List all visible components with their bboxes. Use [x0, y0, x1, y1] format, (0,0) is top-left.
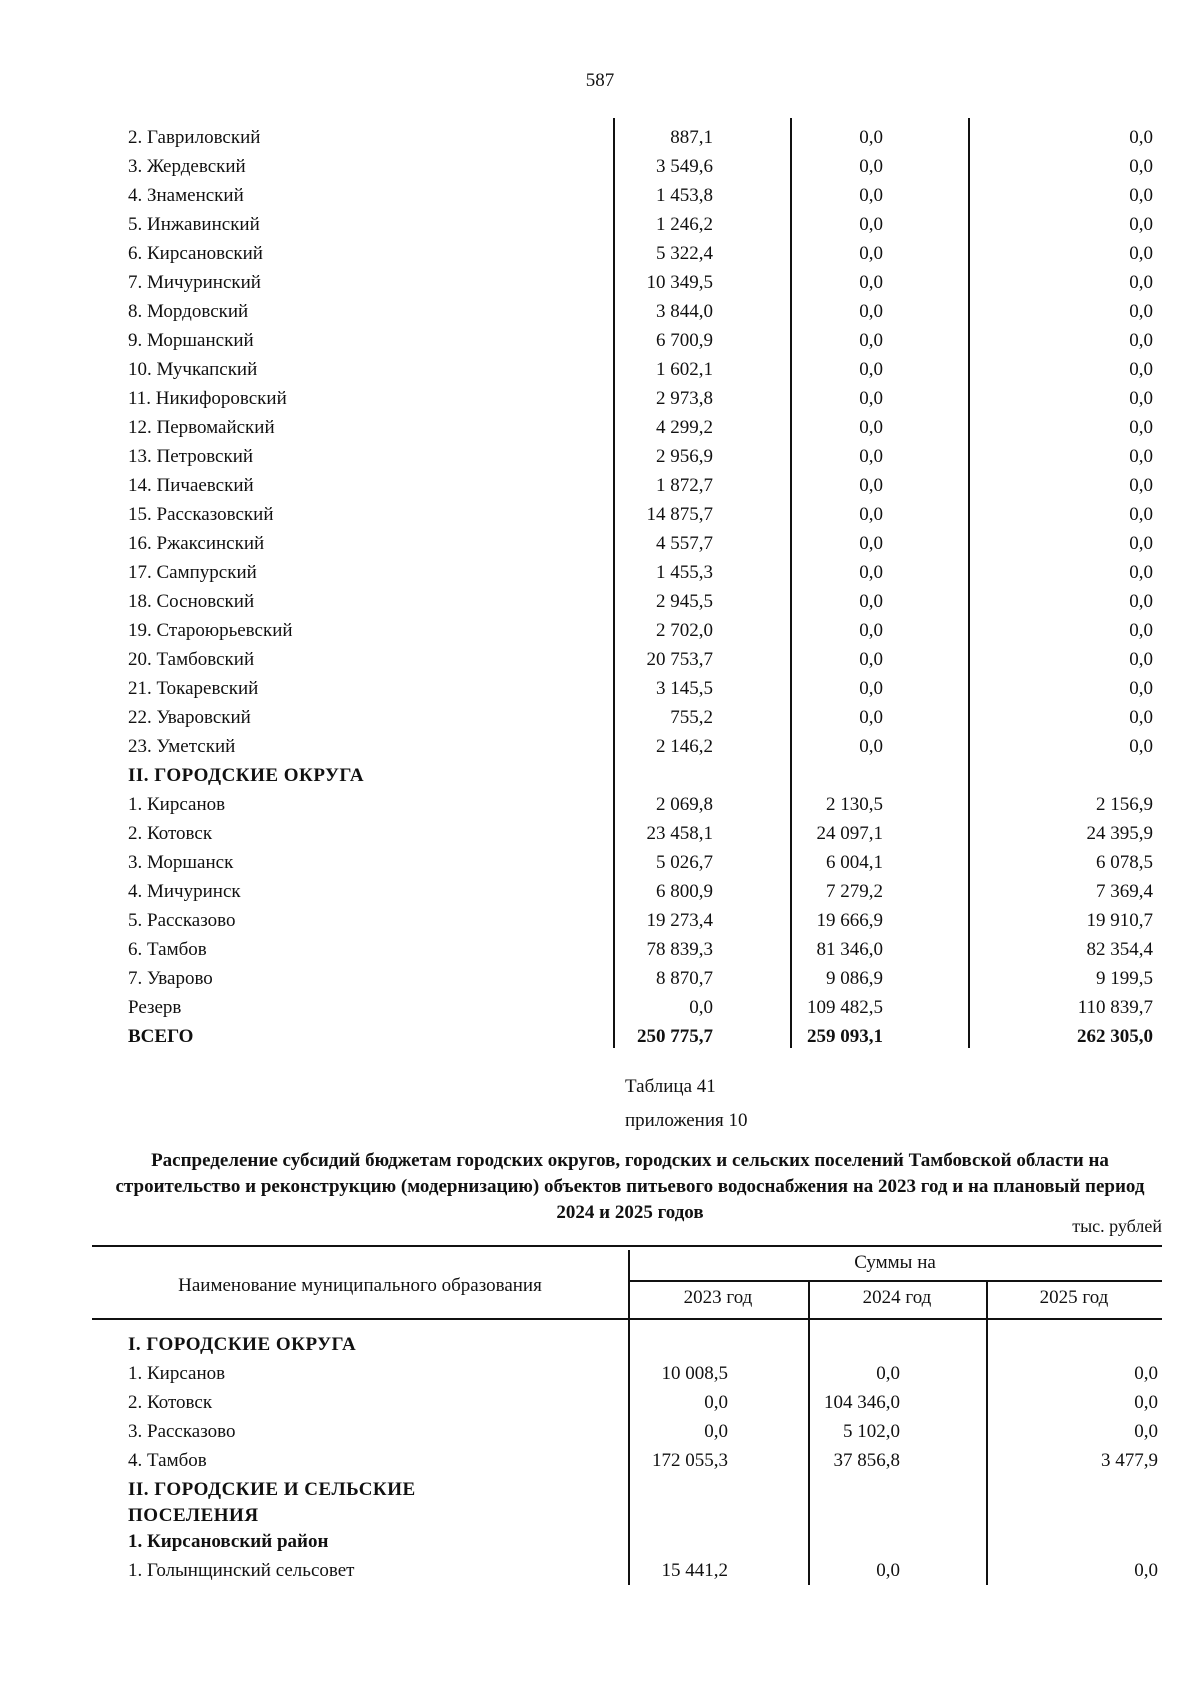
value-2025: 110 839,7: [1077, 997, 1153, 1018]
value-2025: 6 078,5: [1096, 852, 1153, 873]
header-2023: 2023 год: [683, 1287, 753, 1308]
table-row: [118, 819, 1153, 848]
table-row: [118, 239, 1153, 268]
value-2023: 0,0: [704, 1421, 728, 1442]
value-2024: 0,0: [859, 156, 883, 177]
value-2023: 14 875,7: [646, 504, 713, 525]
table-row: [118, 1417, 1158, 1446]
value-2025: 0,0: [1134, 1363, 1158, 1384]
table-row: [118, 500, 1153, 529]
value-2025: 0,0: [1129, 504, 1153, 525]
value-2023: 2 069,8: [656, 794, 713, 815]
value-2024: 9 086,9: [826, 968, 883, 989]
value-2023: 1 455,3: [656, 562, 713, 583]
row-name: II. ГОРОДСКИЕ И СЕЛЬСКИЕ: [128, 1479, 416, 1500]
row-name: Резерв: [128, 997, 182, 1018]
value-2024: 0,0: [859, 678, 883, 699]
value-2023: 5 322,4: [656, 243, 713, 264]
row-name: 3. Жердевский: [128, 156, 246, 177]
table-40-col-divider-1: [613, 118, 615, 1048]
value-2024: 0,0: [859, 591, 883, 612]
row-name: 1. Кирсанов: [128, 1363, 226, 1384]
value-2024: 0,0: [859, 214, 883, 235]
table-row: [118, 442, 1153, 471]
table-row: [118, 703, 1153, 732]
row-name: 4. Знаменский: [128, 185, 244, 206]
table-row: [118, 529, 1153, 558]
table-41-body: [118, 1330, 1158, 1585]
row-name: 2. Гавриловский: [128, 127, 261, 148]
row-name: 11. Никифоровский: [128, 388, 287, 409]
value-2023: 5 026,7: [656, 852, 713, 873]
value-2023: 6 800,9: [656, 881, 713, 902]
table-row: [118, 877, 1153, 906]
value-2025: 0,0: [1134, 1560, 1158, 1581]
value-2023: 8 870,7: [656, 968, 713, 989]
value-2023: 3 549,6: [656, 156, 713, 177]
value-2025: 262 305,0: [1077, 1026, 1153, 1047]
value-2024: 6 004,1: [826, 852, 883, 873]
value-2024: 2 130,5: [826, 794, 883, 815]
table-40-col-divider-3: [968, 118, 970, 1048]
table-row: [118, 1359, 1158, 1388]
value-2025: 0,0: [1129, 562, 1153, 583]
value-2023: 1 872,7: [656, 475, 713, 496]
row-name: 5. Рассказово: [128, 910, 236, 931]
value-2024: 0,0: [859, 707, 883, 728]
value-2025: 0,0: [1134, 1392, 1158, 1413]
value-2023: 1 246,2: [656, 214, 713, 235]
value-2025: 0,0: [1129, 156, 1153, 177]
value-2023: 4 557,7: [656, 533, 713, 554]
table-row: [118, 761, 1128, 790]
row-name: 22. Уваровский: [128, 707, 251, 728]
value-2024: 0,0: [859, 243, 883, 264]
value-2024: 0,0: [876, 1363, 900, 1384]
table-41-units: тыс. рублей: [1072, 1216, 1162, 1236]
page-number: 587: [585, 70, 615, 91]
value-2025: 2 156,9: [1096, 794, 1153, 815]
value-2023: 1 453,8: [656, 185, 713, 206]
value-2024: 0,0: [859, 649, 883, 670]
value-2025: 0,0: [1129, 620, 1153, 641]
value-2024: 37 856,8: [833, 1450, 900, 1471]
table-row: [118, 210, 1153, 239]
value-2023: 250 775,7: [637, 1026, 713, 1047]
value-2025: 0,0: [1129, 388, 1153, 409]
value-2025: 9 199,5: [1096, 968, 1153, 989]
row-name: 14. Пичаевский: [128, 475, 254, 496]
value-2023: 2 146,2: [656, 736, 713, 757]
value-2023: 0,0: [689, 997, 713, 1018]
value-2024: 0,0: [859, 417, 883, 438]
value-2025: 0,0: [1129, 678, 1153, 699]
table-41-caption: Таблица 41: [625, 1076, 716, 1097]
value-2024: 5 102,0: [843, 1421, 900, 1442]
row-name: 19. Староюрьевский: [128, 620, 293, 641]
row-name: 20. Тамбовский: [128, 649, 255, 670]
row-name: 2. Котовск: [128, 823, 213, 844]
table-row: [118, 268, 1153, 297]
value-2024: 24 097,1: [816, 823, 883, 844]
value-2024: 0,0: [859, 533, 883, 554]
table-row: [118, 935, 1153, 964]
table-row: [118, 413, 1153, 442]
value-2024: 0,0: [859, 620, 883, 641]
value-2025: 0,0: [1129, 272, 1153, 293]
table-row: [118, 645, 1153, 674]
value-2025: 0,0: [1129, 417, 1153, 438]
row-name: 18. Сосновский: [128, 591, 255, 612]
row-name: 13. Петровский: [128, 446, 254, 467]
table-40-col-divider-2: [790, 118, 792, 1048]
value-2024: 0,0: [859, 562, 883, 583]
row-name: 12. Первомайский: [128, 417, 275, 438]
value-2023: 2 956,9: [656, 446, 713, 467]
row-name: 5. Инжавинский: [128, 214, 260, 235]
row-name: ПОСЕЛЕНИЯ: [128, 1505, 259, 1526]
table-row: [118, 152, 1153, 181]
table-row: [118, 1556, 1158, 1585]
value-2023: 20 753,7: [646, 649, 713, 670]
table-41-appendix: приложения 10: [625, 1110, 748, 1131]
row-name: ВСЕГО: [128, 1026, 194, 1047]
table-row: [118, 848, 1153, 877]
row-name: 3. Моршанск: [128, 852, 234, 873]
value-2024: 0,0: [859, 446, 883, 467]
table-row: [118, 964, 1153, 993]
header-sums-on: Суммы на: [854, 1252, 936, 1273]
row-name: 4. Тамбов: [128, 1450, 207, 1471]
header-2025: 2025 год: [1039, 1287, 1109, 1308]
value-2023: 6 700,9: [656, 330, 713, 351]
value-2023: 3 844,0: [656, 301, 713, 322]
row-name: 6. Тамбов: [128, 939, 207, 960]
row-name: 4. Мичуринск: [128, 881, 241, 902]
table-row: [118, 384, 1153, 413]
table-row: [118, 1330, 1128, 1359]
table-41-top-rule: [92, 1245, 1162, 1247]
value-2025: 0,0: [1129, 330, 1153, 351]
value-2023: 23 458,1: [646, 823, 713, 844]
row-name: 2. Котовск: [128, 1392, 213, 1413]
value-2025: 0,0: [1129, 649, 1153, 670]
value-2023: 10 008,5: [661, 1363, 728, 1384]
value-2025: 0,0: [1129, 591, 1153, 612]
table-row: [118, 993, 1153, 1022]
table-41-title: Распределение субсидий бюджетам городских округов, городских и сельских поселений Тамбовской области на строительство и реконструкцию (модернизацию) объектов питьевого водоснабжения на 2023 год и на плановый период 2024 и 2025 годов: [115, 1150, 1145, 1223]
table-row: [118, 297, 1153, 326]
row-name: 6. Кирсановский: [128, 243, 263, 264]
value-2023: 755,2: [670, 707, 713, 728]
value-2025: 0,0: [1129, 359, 1153, 380]
row-name: 23. Уметский: [128, 736, 236, 757]
value-2023: 4 299,2: [656, 417, 713, 438]
table-row: [118, 558, 1153, 587]
value-2025: 0,0: [1129, 446, 1153, 467]
row-name: I. ГОРОДСКИЕ ОКРУГА: [128, 1334, 357, 1355]
value-2025: 0,0: [1129, 243, 1153, 264]
value-2024: 104 346,0: [824, 1392, 900, 1413]
table-row: [118, 906, 1153, 935]
value-2023: 1 602,1: [656, 359, 713, 380]
table-row: [118, 181, 1153, 210]
table-row: [118, 1527, 1128, 1556]
value-2023: 78 839,3: [646, 939, 713, 960]
row-name: 15. Рассказовский: [128, 504, 274, 525]
value-2023: 10 349,5: [646, 272, 713, 293]
row-name: 1. Кирсановский район: [128, 1531, 329, 1552]
value-2023: 172 055,3: [652, 1450, 728, 1471]
row-name: 17. Сампурский: [128, 562, 257, 583]
value-2024: 0,0: [859, 272, 883, 293]
value-2025: 3 477,9: [1101, 1450, 1158, 1471]
value-2024: 0,0: [859, 330, 883, 351]
value-2024: 7 279,2: [826, 881, 883, 902]
table-row: [118, 1475, 1128, 1501]
row-name: 9. Моршанский: [128, 330, 254, 351]
value-2025: 0,0: [1134, 1421, 1158, 1442]
value-2023: 887,1: [670, 127, 713, 148]
row-name: 8. Мордовский: [128, 301, 249, 322]
table-row: [118, 674, 1153, 703]
value-2024: 19 666,9: [816, 910, 883, 931]
value-2023: 15 441,2: [661, 1560, 728, 1581]
table-row: [118, 1501, 1128, 1527]
value-2025: 0,0: [1129, 533, 1153, 554]
table-row: [118, 1388, 1158, 1417]
value-2025: 19 910,7: [1086, 910, 1153, 931]
table-41-header-rule: [92, 1318, 1162, 1320]
value-2024: 0,0: [859, 475, 883, 496]
value-2025: 0,0: [1129, 301, 1153, 322]
value-2024: 0,0: [859, 359, 883, 380]
row-name: 1. Голынщинский сельсовет: [128, 1560, 355, 1581]
value-2024: 0,0: [859, 504, 883, 525]
value-2023: 2 945,5: [656, 591, 713, 612]
row-name: 7. Мичуринский: [128, 272, 261, 293]
value-2025: 0,0: [1129, 475, 1153, 496]
header-2024: 2024 год: [862, 1287, 932, 1308]
row-name: 10. Мучкапский: [128, 359, 258, 380]
value-2024: 0,0: [859, 388, 883, 409]
table-40-body: [118, 123, 1153, 1051]
value-2023: 19 273,4: [646, 910, 713, 931]
row-name: 3. Рассказово: [128, 1421, 236, 1442]
row-name: II. ГОРОДСКИЕ ОКРУГА: [128, 765, 365, 786]
table-row: [118, 123, 1153, 152]
row-name: 16. Ржаксинский: [128, 533, 265, 554]
header-name-column: Наименование муниципального образования: [178, 1275, 542, 1296]
table-41-sums-rule: [628, 1280, 1162, 1282]
value-2024: 109 482,5: [807, 997, 883, 1018]
value-2025: 0,0: [1129, 127, 1153, 148]
table-row: [118, 355, 1153, 384]
value-2025: 24 395,9: [1086, 823, 1153, 844]
value-2025: 0,0: [1129, 707, 1153, 728]
value-2023: 2 702,0: [656, 620, 713, 641]
value-2024: 0,0: [859, 127, 883, 148]
value-2025: 0,0: [1129, 185, 1153, 206]
table-row: [118, 1446, 1158, 1475]
value-2024: 0,0: [859, 736, 883, 757]
table-row: [118, 587, 1153, 616]
row-name: 1. Кирсанов: [128, 794, 226, 815]
value-2023: 3 145,5: [656, 678, 713, 699]
value-2024: 0,0: [859, 185, 883, 206]
table-row: [118, 326, 1153, 355]
value-2024: 0,0: [859, 301, 883, 322]
row-name: 21. Токаревский: [128, 678, 259, 699]
table-row: [118, 732, 1153, 761]
value-2025: 0,0: [1129, 736, 1153, 757]
value-2024: 81 346,0: [816, 939, 883, 960]
table-row: [118, 616, 1153, 645]
value-2025: 0,0: [1129, 214, 1153, 235]
value-2023: 0,0: [704, 1392, 728, 1413]
value-2025: 82 354,4: [1086, 939, 1153, 960]
row-name: 7. Уварово: [128, 968, 213, 989]
table-row: [118, 471, 1153, 500]
value-2025: 7 369,4: [1096, 881, 1153, 902]
value-2024: 0,0: [876, 1560, 900, 1581]
value-2024: 259 093,1: [807, 1026, 883, 1047]
table-row: [118, 790, 1153, 819]
value-2023: 2 973,8: [656, 388, 713, 409]
table-row: [118, 1022, 1153, 1051]
